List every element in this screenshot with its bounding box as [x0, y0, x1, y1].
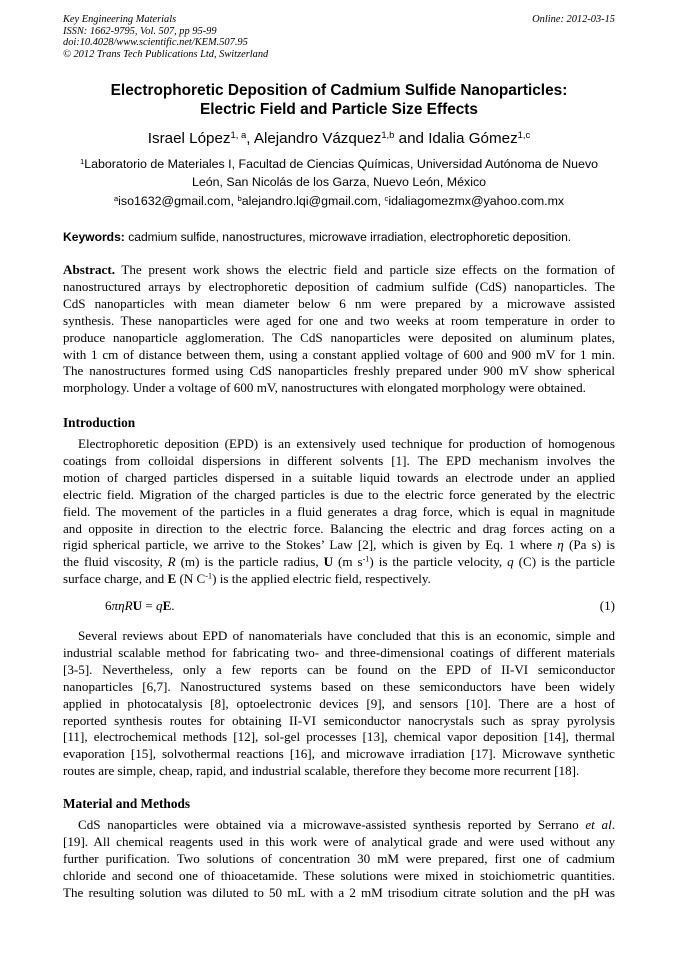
- eq-term: q: [156, 598, 163, 613]
- title-line-1: Electrophoretic Deposition of Cadmium Sulfide Nanoparticles:: [110, 82, 568, 99]
- email-separator: ,: [230, 194, 238, 208]
- paragraph-line: evaporation [15], solvothermal reactions [16], and microwave irradiation [17]. Microwave synthetic: [63, 746, 615, 762]
- email-list: [63, 193, 615, 209]
- introduction-paragraph-2: [63, 628, 615, 780]
- text-run: (Pa s) is: [563, 537, 616, 553]
- equation-body: [105, 597, 175, 614]
- text-run: (N C: [176, 571, 206, 587]
- email-superscript: c: [384, 193, 389, 203]
- eq-term: U: [132, 598, 143, 613]
- text-run: surface charge, and: [63, 571, 168, 587]
- text-run: rigid spherical particle, we arrive to the Stokes’ Law [2], which is given by Eq. 1 where: [63, 537, 558, 553]
- affiliation-text: Laboratorio de Materiales I, Facultad de Ciencias Químicas, Universidad Autónoma de Nuevo: [84, 157, 599, 171]
- affiliation-superscript: 1: [79, 156, 85, 166]
- text-run: (C) is the particle: [513, 554, 615, 570]
- text-run: (m) is the particle radius,: [175, 554, 324, 570]
- journal-header: [63, 14, 615, 60]
- paragraph-line: [11], electrochemical methods [12], sol-gel processes [13], chemical vapor deposition [14], thermal: [63, 729, 615, 745]
- author-superscript: 1,c: [517, 128, 531, 140]
- text-run: (m s: [333, 554, 363, 570]
- paragraph-line: further purification. Two solutions of concentration 30 mM were prepared, first one of cadmium: [63, 850, 615, 866]
- unit-superscript: -1: [362, 554, 370, 564]
- methods-heading: Material and Methods: [63, 796, 191, 811]
- online-date: Online: 2012-03-15: [532, 14, 615, 25]
- text-run: ) is the applied electric field, respectively.: [212, 571, 431, 587]
- paragraph-line: Several reviews about EPD of nanomaterials have concluded that this is an economic, simple and: [78, 628, 615, 643]
- paragraph-line: [3-5]. Nevertheless, only a few reports can be found on the EPD of II-VI semiconductor: [63, 661, 615, 677]
- author-list: [63, 129, 615, 148]
- paragraph-line: coatings from colloidal dispersions in different solvents [1]. The EPD mechanism involves the: [63, 452, 615, 468]
- paragraph-line: reported synthesis routes for obtaining II-VI semiconductor nanocrystals such as spray pyrolysis: [63, 712, 615, 728]
- equation-number: (1): [599, 598, 615, 613]
- keywords-text: cadmium sulfide, nanostructures, microwave irradiation, electrophoretic deposition.: [124, 230, 572, 244]
- abstract-text: The present work shows the electric field and particle size effects on the formation of: [115, 262, 615, 277]
- abstract-line: The nanostructures formed using CdS nanoparticles freshly prepared under 900 mV show spherical: [63, 363, 615, 379]
- paragraph-line: [63, 817, 615, 834]
- author-name: Idalia Gómez: [428, 130, 518, 147]
- doi-line: doi:10.4028/www.scientific.net/KEM.507.95: [63, 37, 248, 49]
- symbol-e: E: [167, 571, 177, 587]
- text-run: .: [611, 817, 615, 832]
- paragraph-line: nanoparticles [6,7]. Nanostructured systems based on these semiconductors have been widely: [63, 678, 615, 694]
- abstract-label: Abstract.: [63, 262, 115, 277]
- symbol-r: R: [167, 554, 176, 570]
- affiliation-line-1: [63, 155, 615, 173]
- paper-title: [63, 81, 615, 119]
- eq-operator: =: [142, 598, 157, 613]
- keywords: [63, 229, 615, 245]
- introduction-heading: Introduction: [63, 415, 136, 430]
- introduction-paragraph-1: [63, 436, 615, 588]
- paragraph-line: chloride and second one of thioacetamide. These solutions were mixed in stoichiometric quantities.: [63, 867, 615, 883]
- paragraph-line: The resulting solution was diluted to 50 mL with a 2 mM trisodium citrate solution and the pH was: [63, 884, 615, 900]
- email-link[interactable]: alejandro.lqi@gmail.com: [241, 194, 378, 208]
- issn-line: ISSN: 1662-9795, Vol. 507, pp 95-99: [63, 25, 217, 37]
- title-line-2: Electric Field and Particle Size Effects: [200, 101, 478, 118]
- symbol-eta: η: [557, 537, 564, 553]
- symbol-u: U: [323, 554, 334, 570]
- journal-name: Key Engineering Materials: [63, 14, 177, 25]
- text-run: ) is the particle velocity,: [369, 554, 508, 570]
- paragraph-line: [63, 554, 615, 571]
- keywords-label: Keywords:: [63, 230, 125, 244]
- email-separator: ,: [377, 194, 385, 208]
- unit-superscript: -1: [205, 571, 213, 581]
- paragraph-line: industrial scalable method for fabricating two- and three-dimensional coatings of different materials: [63, 644, 615, 660]
- methods-paragraph-1: [63, 817, 615, 902]
- text-run-italic: et al: [585, 817, 612, 832]
- affiliation: [63, 155, 615, 191]
- affiliation-line-2: León, San Nicolás de los Garza, Nuevo León, México: [191, 175, 487, 189]
- paragraph-line: field. The movement of the particles in a fluid generates a drag force, which is equal in magnitude: [63, 503, 615, 519]
- abstract-line: CdS nanoparticles with mean diameter below 6 nm were prepared by a microwave assisted: [63, 295, 615, 311]
- copyright-line: © 2012 Trans Tech Publications Ltd, Switzerland: [63, 48, 269, 60]
- abstract: [63, 262, 615, 397]
- eq-term: 6: [105, 598, 112, 613]
- equation-1: [63, 597, 615, 614]
- paragraph-line: [19]. All chemical reagents used in this work were of analytical grade and were used without any: [63, 833, 615, 849]
- text-run: the fluid viscosity,: [63, 554, 168, 570]
- text-run: CdS nanoparticles were obtained via a microwave-assisted synthesis reported by Serrano: [78, 817, 586, 832]
- abstract-line: synthesis. These nanoparticles were aged for one and two weeks at room temperature in order to: [63, 312, 615, 328]
- paragraph-line: Electrophoretic deposition (EPD) is an extensively used technique for production of homogenous: [78, 436, 615, 451]
- paragraph-line: routes are simple, cheap, rapid, and industrial scalable, therefore they become more recurrent [18].: [63, 763, 580, 779]
- author-superscript: 1, a: [230, 128, 247, 140]
- author-separator: ,: [246, 130, 254, 147]
- abstract-line: with 1 cm of distance between them, using a constant applied voltage of 600 and 900 mV for 1 min.: [63, 346, 615, 362]
- email-superscript: b: [237, 193, 242, 203]
- paragraph-line: electric field. Migration of the charged particles is due to the electric force generated by the electric: [63, 486, 615, 502]
- paragraph-line: applied in photocatalysis [8], optoelectronic devices [9], and sensors [10]. There are a host of: [63, 695, 615, 711]
- eq-term: E: [162, 598, 172, 613]
- author-name: Israel López: [147, 130, 231, 147]
- abstract-line: morphology. Under a voltage of 600 mV, nanostructures with elongated morphology were obtained.: [63, 380, 586, 396]
- email-superscript: a: [113, 193, 119, 203]
- abstract-line: nanostructured arrays by electrophoretic deposition of cadmium sulfide (CdS) nanoparticles. The: [63, 278, 615, 294]
- eq-term: πηR: [111, 598, 133, 613]
- paragraph-line: [63, 537, 615, 554]
- eq-term: .: [171, 598, 175, 613]
- email-link[interactable]: iso1632@gmail.com: [118, 194, 231, 208]
- paragraph-line: and opposite in direction to the electric force. Balancing the electric and drag forces acting on a: [63, 520, 615, 536]
- symbol-q: q: [507, 554, 514, 570]
- email-link[interactable]: idaliagomezmx@yahoo.com.mx: [388, 194, 565, 208]
- author-superscript: 1,b: [381, 128, 395, 140]
- author-name: Alejandro Vázquez: [253, 130, 382, 147]
- paragraph-line: [63, 571, 615, 588]
- paragraph-line: motion of charged particles dispersed in a suitable liquid towards an electrode under an applied: [63, 469, 615, 485]
- author-separator: and: [394, 130, 429, 147]
- abstract-line: [63, 262, 615, 279]
- abstract-line: produce nanoparticle agglomeration. The CdS nanoparticles were deposited on aluminum plates,: [63, 329, 615, 345]
